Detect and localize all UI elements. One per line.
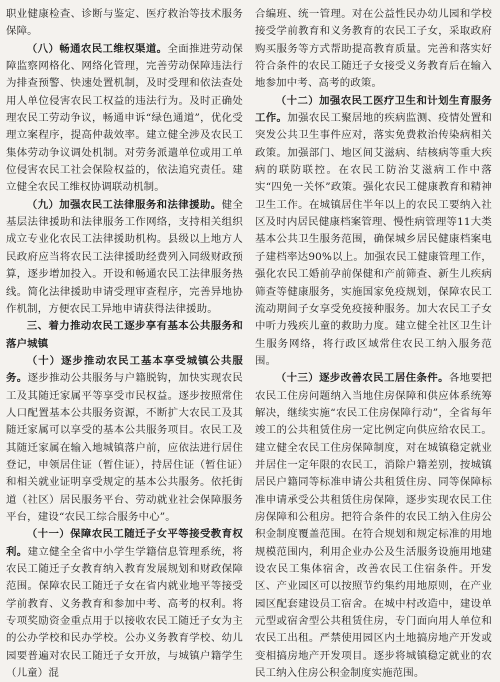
- paragraph: [6, 526, 243, 682]
- paragraph-text: 逐步推动公共服务与户籍脱钩，加快实现农民工及其随迁家属平等享受市民权益。逐步按照常住人口配置基本公共服务资源，不断扩大农民工及其随迁家属可以享受的基本公共服务项目。农民工及其随迁家属在输入地城镇落户前，应依法进行居住登记，申领居住证（暂住证），持居住证（暂住证）和相关就业证明享受规定的基本公共服务。依托街道（社区）居民服务平台、劳动就业社会保障服务平台，建设“农民工综合服务中心”。: [6, 372, 243, 523]
- section-heading: （九）加强农民工法律服务和法律援助。: [26, 198, 222, 211]
- section-heading: （八）畅通农民工维权渠道。: [26, 42, 168, 55]
- section-heading: （十二）加强农民工医疗卫生和计划生育服务工作。: [255, 94, 492, 125]
- paragraph-text: 全面推进劳动保障监察网格化、网络化管理，完善劳动保障违法行为排查预警、快速处置机制，及时受理和依法查处用人单位侵害农民工权益的违法行为。及时正确处理农民工劳动争议，畅通申诉“绿色通道”，优化受理立案程序，提高仲裁效率。建立健全涉及农民工集体劳动争议调处机制。对劳务派遣单位或用工单位侵害农民工社会保险权益的，依法追究责任。建立健全农民工维权协调联动机制。: [6, 42, 243, 194]
- paragraph: [6, 41, 243, 197]
- paragraph-text: 健全基层法律援助和法律服务工作网络，支持相关组织成立专业化农民工法律援助机构。县级以上地方人民政府应当将农民工法律援助经费列入同级财政预算，逐步增加投入。开设和畅通农民工法律服务热线。简化法律援助申请受理审查程序，完善异地协作机制，方便农民工异地申请获得法律援助。: [6, 198, 243, 315]
- left-column: [6, 6, 243, 680]
- section-heading: （十三）逐步改善农民工居住条件。: [275, 372, 449, 385]
- section-heading: （十）逐步推动农民工基本享受城镇公共服务。: [6, 354, 243, 385]
- right-column: [255, 6, 492, 680]
- paragraph: [255, 370, 492, 682]
- paragraph-text: 加强农民工聚居地的疾病监测、疫情处置和突发公共卫生事件应对，落实免费救治传染病相关政策。加强部门、地区间艾滋病、结核病等重大疾病的联防联控。在农民工防治艾滋病工作中落实“四免一关怀”政策。强化农民工健康教育和精神卫生工作。在城镇居住半年以上的农民工要纳入社区及时内居民健康档案管理、慢性病管理等11大类基本公共卫生服务范围，确保城乡居民健康档案电子建档率达90%以上。加强农民工健康管理工作，强化农民工婚前孕前保健和产前筛查、新生儿疾病筛查等健康服务，实施国家免疫规划，保障农民工流动期间子女享受免疫接种服务。加大农民工子女中听力残疾儿童的救助力度。建立健全社区卫生计生服务网络，将行政区域常住农民工纳入服务范围。: [255, 112, 492, 367]
- paragraph: [255, 93, 492, 371]
- paragraph-text: 各地要把农民工住房问题纳入当地住房保障和供应体系统筹解决，继续实施“农民工住房保障行动”，全省每年竣工的公共租赁住房一定比例定向供应给农民工。建立健全农民工住房保障制度，对在城镇稳定就业并居住一定年限的农民工，消除户籍差别，按城镇居民户籍同等标准申请公共租赁住房、同等保障标准申请承受公共租赁住房保障，逐步实现农民工住房保障和公租房。把符合条件的农民工纳入住房公积金制度覆盖范围。在符合规划和规定标准的用地规模范围内，利用企业办公及生活服务设施用地建设农民工集体宿舍，改善农民工住宿条件。开发区、产业园区可以按照节约集约用地原则，在产业园区配套建设员工宿舍。在城中村改造中，建设单元型或宿舍型公共租赁住房，专门面向用人单位和农民工出租。严禁使用园区内土地搞房地产开发或变相搞房地产开发项目。逐步将城镇稳定就业的农民工纳入住房公积金制度实施范围。: [255, 372, 492, 680]
- paragraph-text: 建立健全全省中小学生学籍信息管理系统，将农民工随迁子女教育纳入教育发展规划和财政保障范围。保障农民工随迁子女在省内就业地平等接受学前教育、义务教育和参加中考、高考的权利。将专项奖励资金重点用于以接收农民工随迁子女为主的公办学校和民办学校。公办义务教育学校、幼儿园要普遍对农民工随迁子女开放，与城镇户籍学生（儿童）混: [6, 545, 243, 680]
- chapter-heading: 三、着力推动农民工逐步享有基本公共服务和落户城镇: [6, 320, 243, 350]
- paragraph: [6, 353, 243, 526]
- section-heading: （十一）保障农民工随迁子女平等接受教育权利。: [6, 528, 243, 558]
- paragraph: [6, 197, 243, 318]
- paragraph: 职业健康检查、诊断与鉴定、医疗救治等技术服务保障。: [6, 8, 243, 38]
- paragraph: 合编班、统一管理。对在公益性民办幼儿园和学校接受学前教育和义务教育的农民工子女，采取政府购买服务等方式帮助提高教育质量。完善和落实好符合条件的农民工随迁子女接受义务教育后在输入地参加中考、高考的政策。: [255, 8, 492, 90]
